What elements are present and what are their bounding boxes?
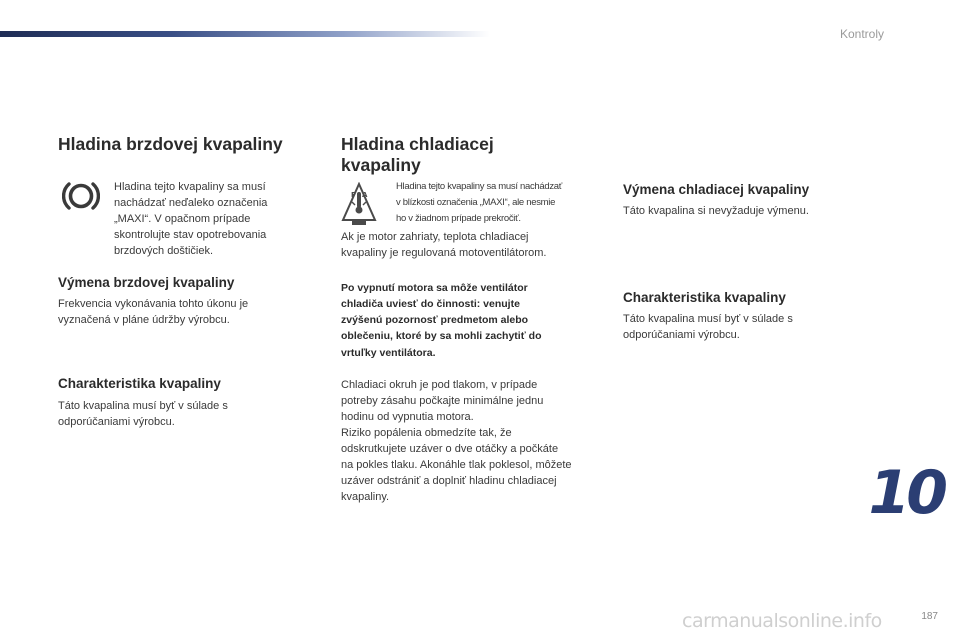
- brake-replace-title: Výmena brzdovej kvapaliny: [58, 275, 235, 290]
- brake-fluid-title: Hladina brzdovej kvapaliny: [58, 134, 283, 154]
- coolant-temperature-icon: [341, 182, 377, 231]
- svg-text:A: A: [362, 191, 368, 199]
- header-gradient-bar: [0, 31, 490, 37]
- chapter-number: 10: [868, 458, 944, 528]
- coolant-replace-text: Táto kvapalina si nevyžaduje výmenu.: [623, 205, 809, 217]
- svg-text:F: F: [351, 191, 356, 199]
- watermark: carmanualsonline.info: [682, 610, 882, 632]
- section-label: Kontroly: [839, 27, 884, 41]
- brake-warning-icon: [62, 179, 100, 218]
- brake-spec-title: Charakteristika kvapaliny: [58, 376, 221, 391]
- coolant-spec-title: Charakteristika kvapaliny: [623, 290, 786, 305]
- page-number: 187: [921, 611, 938, 622]
- coolant-replace-title: Výmena chladiacej kvapaliny: [623, 182, 810, 197]
